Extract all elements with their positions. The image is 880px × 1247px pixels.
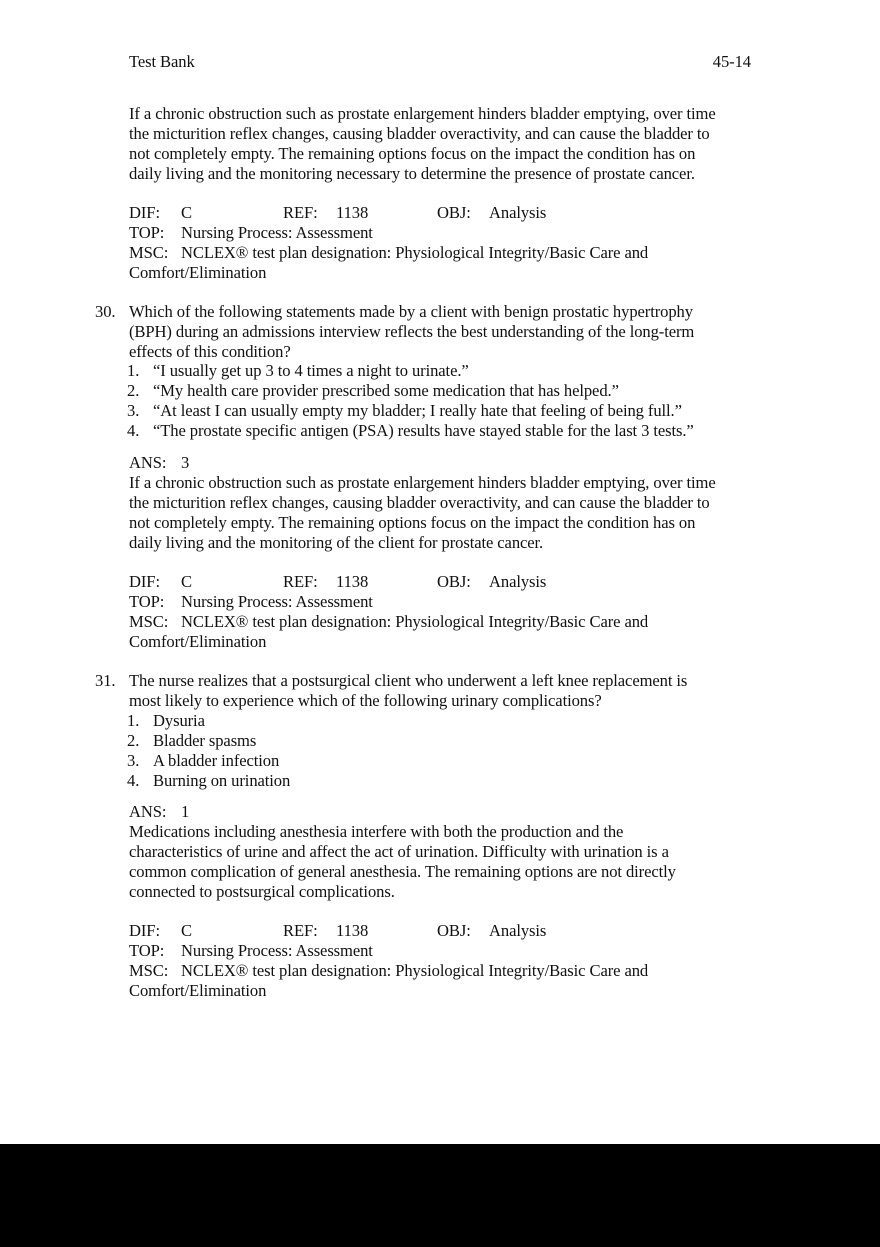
answer-key	[129, 453, 189, 473]
metadata-block	[129, 921, 769, 1001]
option-number: 2.	[127, 731, 140, 750]
option-number: 2.	[127, 381, 140, 400]
option-text: Burning on urination	[153, 771, 291, 790]
option-text: Dysuria	[153, 711, 205, 730]
top-label: TOP:	[129, 223, 165, 242]
rationale	[129, 473, 769, 553]
option-text: “My health care provider prescribed some medication that has helped.”	[153, 381, 619, 400]
dif-label: DIF:	[129, 203, 160, 222]
ref-value: 1138	[336, 572, 369, 591]
obj-label: OBJ:	[437, 572, 471, 591]
option-text: “I usually get up 3 to 4 times a night to urinate.”	[153, 361, 469, 380]
option-text: Bladder spasms	[153, 731, 257, 750]
ref-label: REF:	[283, 203, 318, 222]
msc-value: NCLEX® test plan designation: Physiological Integrity/Basic Care and	[181, 612, 649, 631]
rationale-line: Medications including anesthesia interfere with both the production and the	[129, 822, 624, 841]
ref-label: REF:	[283, 921, 318, 940]
ref-label: REF:	[283, 572, 318, 591]
top-value: Nursing Process: Assessment	[181, 592, 373, 611]
dif-value: C	[181, 572, 192, 591]
page-number: 45-14	[712, 52, 751, 71]
answer-value: 1	[181, 802, 190, 821]
stem-line: (BPH) during an admissions interview reflects the best understanding of the long-term	[129, 322, 695, 341]
option-text: “The prostate specific antigen (PSA) results have stayed stable for the last 3 tests.”	[153, 421, 694, 440]
option-number: 3.	[127, 751, 140, 770]
option-number: 1.	[127, 711, 140, 730]
dif-value: C	[181, 921, 192, 940]
stem-line: effects of this condition?	[129, 342, 291, 361]
prev-metadata-block	[129, 203, 769, 283]
rationale-line: daily living and the monitoring necessary to determine the presence of prostate cancer.	[129, 164, 695, 183]
option-number: 4.	[127, 771, 140, 790]
obj-value: Analysis	[489, 572, 547, 591]
top-value: Nursing Process: Assessment	[181, 223, 373, 242]
question-stem	[129, 671, 769, 711]
option-number: 3.	[127, 401, 140, 420]
msc-value-continued: Comfort/Elimination	[129, 263, 267, 282]
dif-label: DIF:	[129, 572, 160, 591]
msc-label: MSC:	[129, 243, 169, 262]
msc-value: NCLEX® test plan designation: Physiological Integrity/Basic Care and	[181, 243, 649, 262]
msc-label: MSC:	[129, 612, 169, 631]
msc-label: MSC:	[129, 961, 169, 980]
metadata-block	[129, 572, 769, 652]
rationale-line: connected to postsurgical complications.	[129, 882, 395, 901]
top-label: TOP:	[129, 592, 165, 611]
ref-value: 1138	[336, 203, 369, 222]
question-number: 30.	[95, 302, 116, 321]
rationale-line: characteristics of urine and affect the act of urination. Difficulty with urination is a	[129, 842, 669, 861]
obj-value: Analysis	[489, 203, 547, 222]
dif-value: C	[181, 203, 192, 222]
rationale-line: If a chronic obstruction such as prostate enlargement hinders bladder emptying, over time	[129, 104, 716, 123]
rationale-line: daily living and the monitoring of the client for prostate cancer.	[129, 533, 544, 552]
ref-value: 1138	[336, 921, 369, 940]
answer-key	[129, 802, 189, 822]
prev-rationale	[129, 104, 769, 184]
rationale-line: If a chronic obstruction such as prostate enlargement hinders bladder emptying, over time	[129, 473, 716, 492]
stem-line: The nurse realizes that a postsurgical client who underwent a left knee replacement is	[129, 671, 688, 690]
option-number: 4.	[127, 421, 140, 440]
rationale-line: not completely empty. The remaining options focus on the impact the condition has on	[129, 144, 696, 163]
answer-value: 3	[181, 453, 190, 472]
msc-value-continued: Comfort/Elimination	[129, 981, 267, 1000]
option-text: “At least I can usually empty my bladder; I really hate that feeling of being full.”	[153, 401, 682, 420]
msc-value: NCLEX® test plan designation: Physiological Integrity/Basic Care and	[181, 961, 649, 980]
answer-label: ANS:	[129, 802, 167, 821]
answer-label: ANS:	[129, 453, 167, 472]
rationale-line: the micturition reflex changes, causing bladder overactivity, and can cause the bladder to	[129, 124, 710, 143]
rationale-line: not completely empty. The remaining options focus on the impact the condition has on	[129, 513, 696, 532]
stem-line: Which of the following statements made by a client with benign prostatic hypertrophy	[129, 302, 693, 321]
rationale-line: common complication of general anesthesia. The remaining options are not directly	[129, 862, 676, 881]
running-header-title: Test Bank	[129, 52, 195, 71]
rationale	[129, 822, 769, 902]
top-value: Nursing Process: Assessment	[181, 941, 373, 960]
question-number: 31.	[95, 671, 116, 690]
rationale-line: the micturition reflex changes, causing bladder overactivity, and can cause the bladder to	[129, 493, 710, 512]
obj-label: OBJ:	[437, 921, 471, 940]
msc-value-continued: Comfort/Elimination	[129, 632, 267, 651]
option-text: A bladder infection	[153, 751, 280, 770]
stem-line: most likely to experience which of the following urinary complications?	[129, 691, 602, 710]
option-number: 1.	[127, 361, 140, 380]
dif-label: DIF:	[129, 921, 160, 940]
obj-value: Analysis	[489, 921, 547, 940]
bottom-black-band	[0, 1144, 880, 1247]
top-label: TOP:	[129, 941, 165, 960]
question-stem	[129, 302, 769, 362]
obj-label: OBJ:	[437, 203, 471, 222]
